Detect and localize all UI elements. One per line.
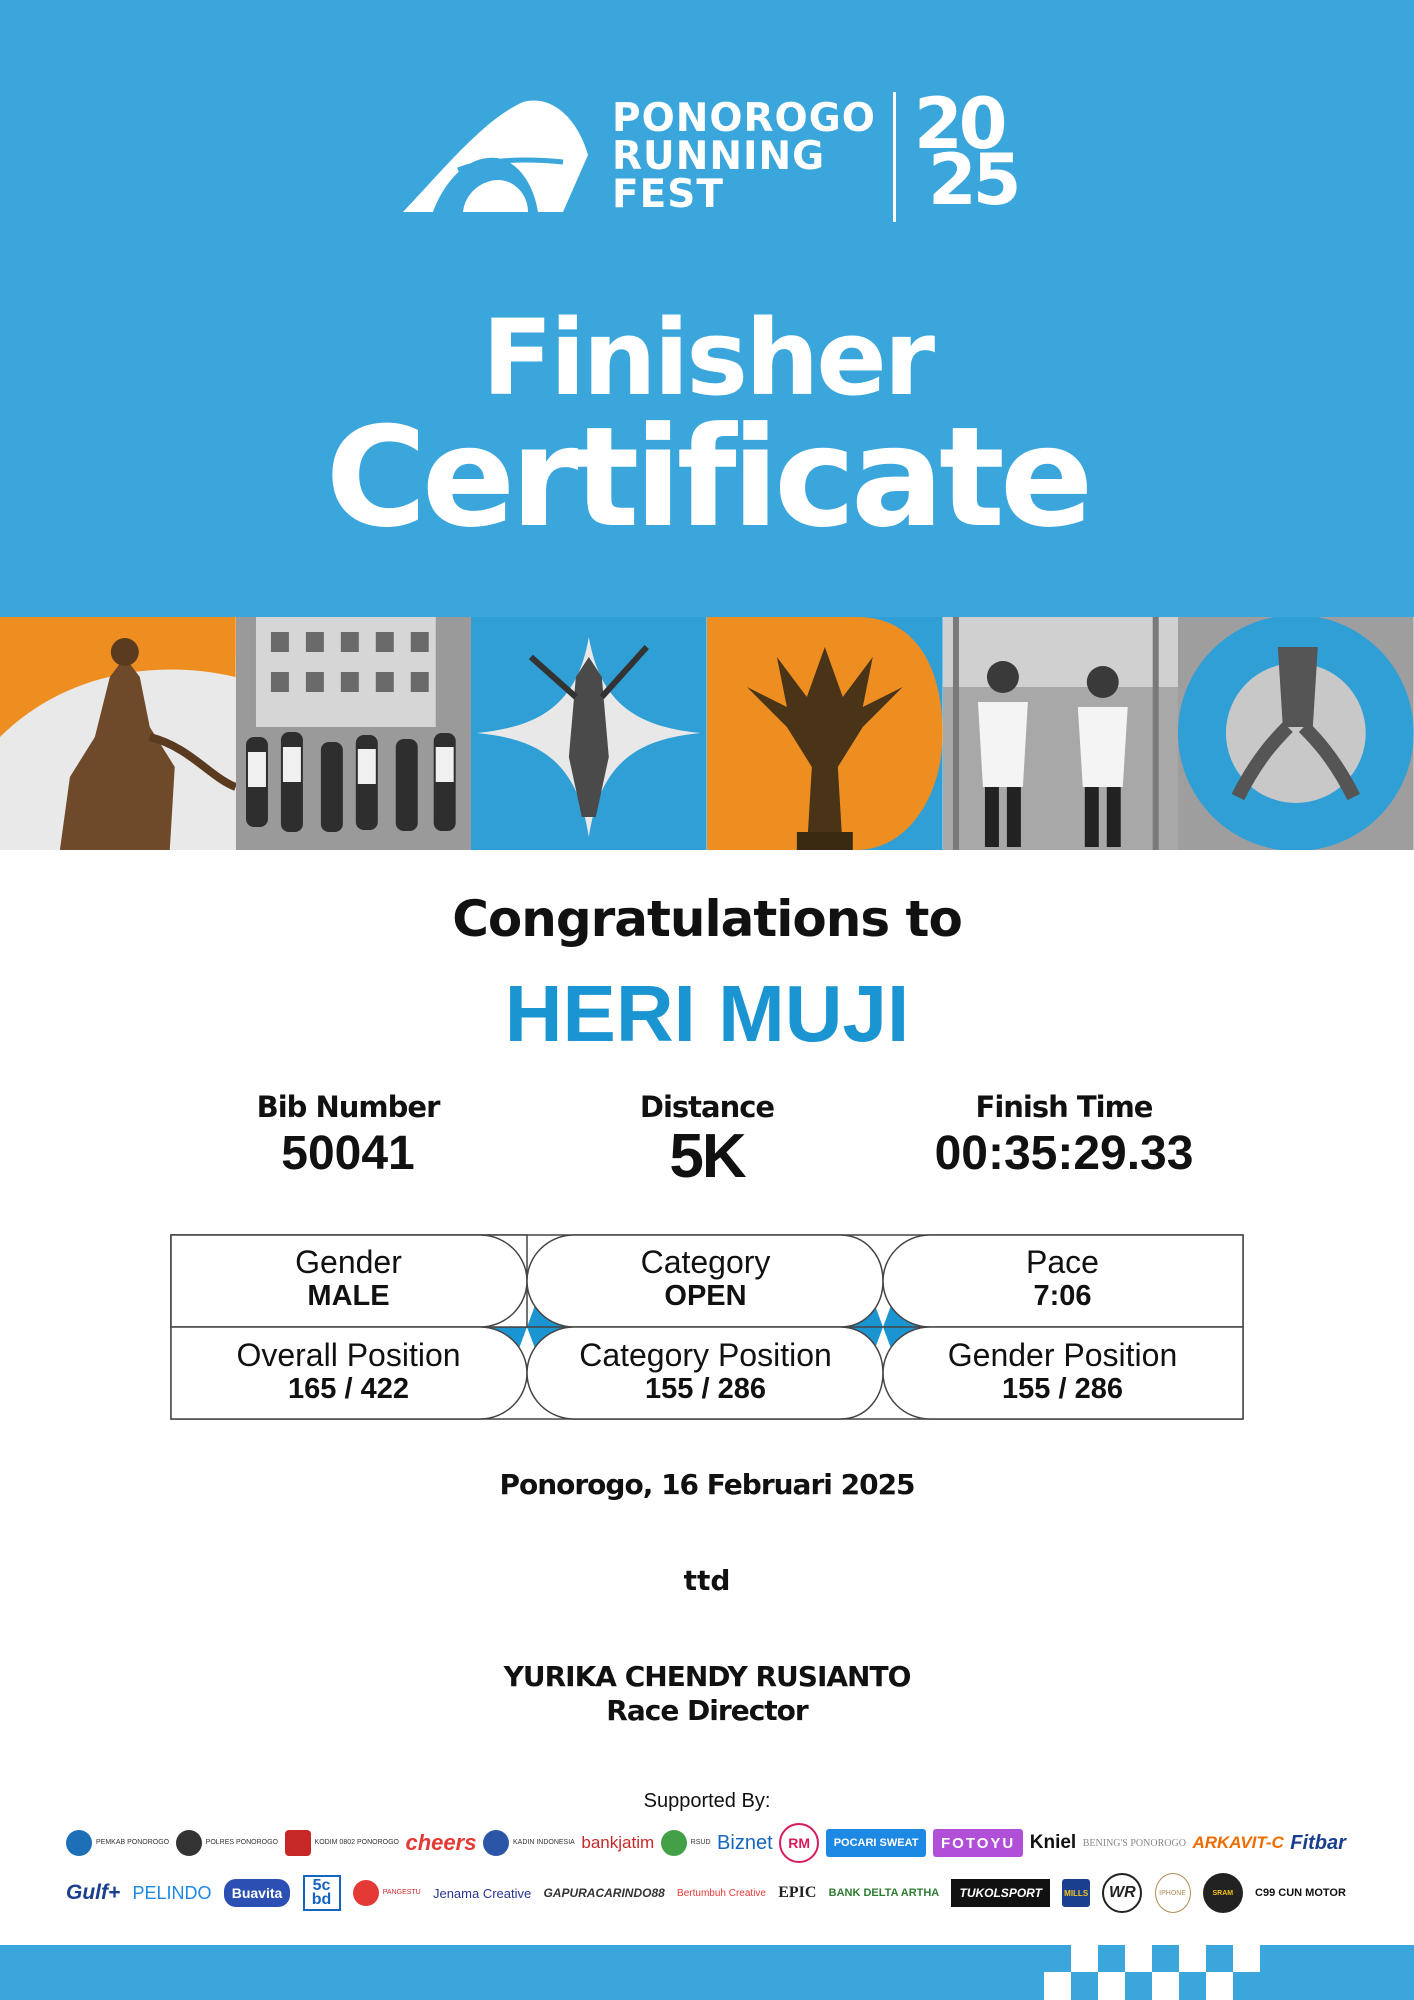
kadin-icon	[483, 1830, 509, 1856]
result-details-grid	[170, 1234, 1244, 1420]
sponsor-logo: Buavita	[224, 1879, 291, 1907]
logo-line-2: RUNNING	[612, 134, 826, 179]
supported-by-label: Supported By:	[643, 1790, 771, 1812]
sponsor-logo: Kniel	[1029, 1832, 1077, 1853]
sponsor-logo: BENING'S PONOROGO	[1082, 1837, 1186, 1849]
military-shield-icon	[285, 1830, 311, 1856]
hospital-cross-icon	[661, 1830, 687, 1856]
sponsor-logo: WR	[1102, 1873, 1142, 1913]
sponsor-logo: POCARI SWEAT	[826, 1829, 927, 1857]
crest-icon	[66, 1830, 92, 1856]
photo-panel-statue	[0, 617, 236, 850]
sponsor-logo: IPHONE	[1155, 1873, 1191, 1913]
sponsor-logo: Gulf+	[66, 1881, 121, 1904]
sponsor-logo: KADIN INDONESIA	[483, 1823, 575, 1863]
race-director-role: Race Director	[606, 1694, 808, 1727]
category-label: Category	[640, 1244, 771, 1280]
year-top: 20	[914, 83, 1004, 165]
sponsor-row-2	[66, 1870, 1346, 1916]
logo-line-1: PONOROGO	[612, 96, 876, 141]
sponsor-logo: TUKOLSPORT	[951, 1879, 1049, 1907]
category-position-cell	[527, 1327, 884, 1420]
sponsor-logo: SRAM	[1203, 1873, 1243, 1913]
category-cell	[527, 1234, 884, 1327]
certificate-title-line-2: Certificate	[325, 397, 1089, 558]
bib-number-block	[178, 1090, 518, 1181]
sponsor-logo: BANK DELTA ARTHA	[828, 1887, 940, 1899]
police-badge-icon	[176, 1830, 202, 1856]
sponsor-logo: 5c bd	[303, 1875, 341, 1911]
signature-mark: ttd	[683, 1564, 731, 1597]
distance-block	[537, 1090, 877, 1191]
checkered-flag-pattern	[1044, 1945, 1284, 2000]
sponsor-logo: bankjatim	[581, 1833, 655, 1852]
sponsor-logo: EPIC	[778, 1884, 817, 1901]
sponsor-logo: PEMKAB PONOROGO	[66, 1823, 169, 1863]
photo-strip	[0, 617, 1414, 850]
sponsor-logo: RSUD	[661, 1823, 711, 1863]
event-year	[914, 83, 1018, 221]
sponsor-logo: cheers	[405, 1830, 477, 1855]
race-director-name: YURIKA CHENDY RUSIANTO	[503, 1660, 911, 1693]
finish-time-value: 00:35:29.33	[934, 1127, 1194, 1180]
photo-panel-monument	[707, 617, 943, 850]
overall-position-cell	[170, 1327, 527, 1420]
sponsor-logo: KODIM 0802 PONOROGO	[285, 1823, 399, 1863]
gender-cell	[170, 1234, 527, 1327]
sponsor-logo: PANGESTU	[353, 1873, 421, 1913]
certificate-header	[0, 0, 1414, 617]
distance-value: 5K	[669, 1122, 745, 1191]
category-value: OPEN	[664, 1280, 747, 1312]
sponsor-logo: RM	[779, 1823, 819, 1863]
logo-line-3: FEST	[612, 172, 724, 217]
participant-name: HERI MUJI	[504, 969, 910, 1058]
finish-time-label: Finish Time	[975, 1090, 1153, 1124]
sponsor-logo: Fitbar	[1290, 1831, 1346, 1854]
category-position-value: 155 / 286	[645, 1373, 766, 1405]
pace-label: Pace	[1026, 1244, 1099, 1280]
overall-position-value: 165 / 422	[288, 1373, 409, 1405]
gender-label: Gender	[295, 1244, 402, 1280]
sponsor-logo: ARKAVIT-C	[1192, 1833, 1284, 1852]
place-and-date: Ponorogo, 16 Februari 2025	[499, 1468, 915, 1501]
gender-position-value: 155 / 286	[1002, 1373, 1123, 1405]
sponsor-logo: Biznet	[717, 1831, 773, 1854]
photo-panel-runners	[236, 617, 472, 850]
year-bottom: 25	[928, 139, 1018, 221]
photo-panel-trophy	[1178, 617, 1414, 850]
event-logo-text	[612, 96, 876, 217]
sponsor-logo: GAPURACARINDO88	[543, 1886, 665, 1900]
gender-value: MALE	[307, 1280, 390, 1312]
category-position-label: Category Position	[579, 1337, 832, 1373]
sponsor-logo: Bertumbuh Creative	[677, 1887, 766, 1899]
red-cross-icon	[353, 1880, 379, 1906]
overall-position-label: Overall Position	[236, 1337, 461, 1373]
pace-cell	[884, 1234, 1241, 1327]
sponsor-logo: FOTOYU	[933, 1829, 1023, 1857]
bib-number-value: 50041	[281, 1127, 415, 1180]
finish-time-block	[894, 1090, 1234, 1181]
logo-divider	[893, 92, 896, 222]
sponsor-logo: POLRES PONOROGO	[176, 1823, 278, 1863]
gender-position-label: Gender Position	[947, 1337, 1178, 1373]
certificate-title-line-1: Finisher	[481, 297, 933, 419]
congratulations-heading: Congratulations to	[452, 890, 962, 948]
event-logo-icon	[403, 100, 588, 215]
sponsor-logo: C99 CUN MOTOR	[1255, 1887, 1346, 1899]
sponsor-logo: Jenama Creative	[432, 1885, 532, 1901]
gender-position-cell	[884, 1327, 1241, 1420]
bib-number-label: Bib Number	[256, 1090, 440, 1124]
photo-panel-dancer	[471, 617, 707, 850]
pace-value: 7:06	[1033, 1280, 1092, 1312]
distance-label: Distance	[639, 1090, 775, 1124]
photo-panel-finishers	[943, 617, 1179, 850]
footer-band	[0, 1945, 1414, 2000]
sponsor-logo: MILLS	[1062, 1879, 1090, 1907]
sponsor-logo: PELINDO	[132, 1882, 212, 1903]
sponsor-row-1	[66, 1820, 1346, 1866]
